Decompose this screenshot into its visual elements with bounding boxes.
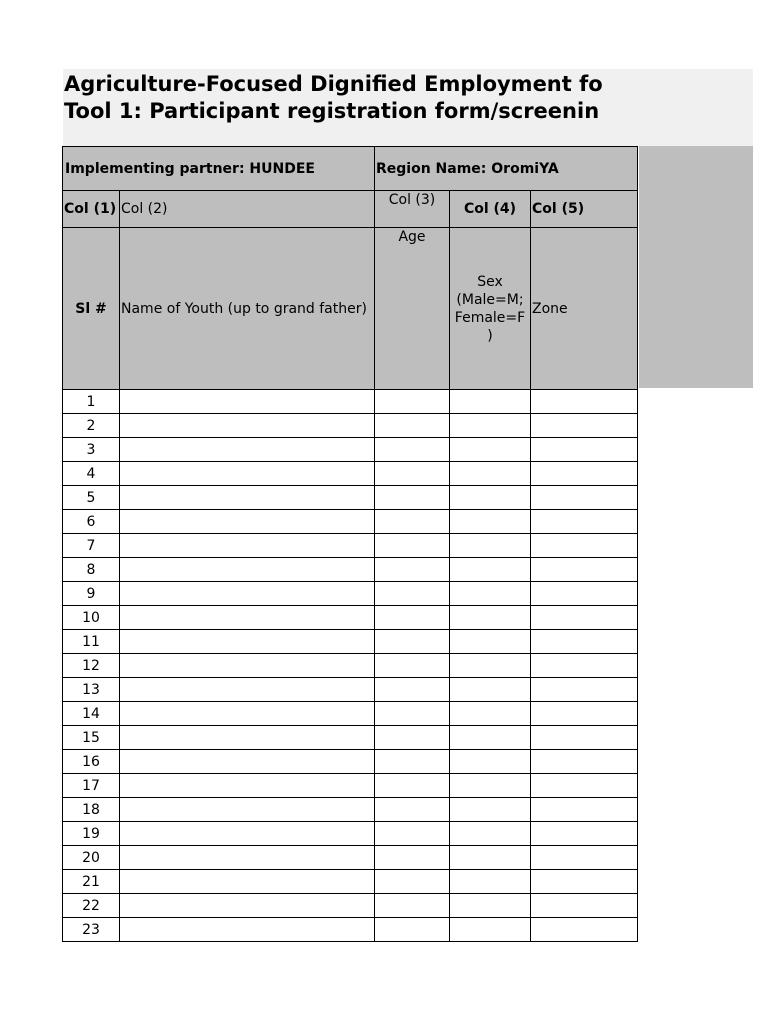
age-cell[interactable] — [375, 750, 450, 774]
table-row — [63, 582, 638, 606]
serial-number-cell: 20 — [63, 846, 120, 870]
youth-name-cell[interactable] — [120, 630, 375, 654]
youth-name-cell[interactable] — [120, 750, 375, 774]
age-cell[interactable] — [375, 438, 450, 462]
zone-cell[interactable] — [531, 630, 638, 654]
youth-name-cell[interactable] — [120, 702, 375, 726]
serial-number-cell: 6 — [63, 510, 120, 534]
sex-cell[interactable] — [450, 390, 531, 414]
sex-cell[interactable] — [450, 606, 531, 630]
age-cell[interactable] — [375, 870, 450, 894]
header-row-partner-region — [63, 147, 638, 191]
age-cell[interactable] — [375, 822, 450, 846]
document-title — [63, 69, 640, 146]
serial-number-cell: 11 — [63, 630, 120, 654]
youth-name-cell[interactable] — [120, 486, 375, 510]
table-row — [63, 462, 638, 486]
sex-cell[interactable] — [450, 582, 531, 606]
age-cell[interactable] — [375, 918, 450, 942]
age-cell[interactable] — [375, 654, 450, 678]
serial-number-cell: 23 — [63, 918, 120, 942]
col-4-header: Col (4) — [450, 191, 531, 228]
youth-name-cell[interactable] — [120, 822, 375, 846]
table-row — [63, 606, 638, 630]
youth-name-cell[interactable] — [120, 510, 375, 534]
zone-cell[interactable] — [531, 438, 638, 462]
col-3-header: Col (3) — [375, 191, 450, 228]
zone-cell[interactable] — [531, 702, 638, 726]
zone-cell[interactable] — [531, 774, 638, 798]
table-row — [63, 894, 638, 918]
sex-cell[interactable] — [450, 702, 531, 726]
age-cell[interactable] — [375, 630, 450, 654]
youth-name-cell[interactable] — [120, 894, 375, 918]
table-row — [63, 918, 638, 942]
implementing-partner-cell: Implementing partner: HUNDEE — [63, 147, 375, 191]
sex-cell[interactable] — [450, 774, 531, 798]
zone-cell[interactable] — [531, 534, 638, 558]
youth-name-cell[interactable] — [120, 726, 375, 750]
zone-cell[interactable] — [531, 390, 638, 414]
sex-cell[interactable] — [450, 414, 531, 438]
title-line-2: Tool 1: Participant registration form/screenin — [64, 99, 600, 123]
table-row — [63, 630, 638, 654]
youth-name-cell[interactable] — [120, 870, 375, 894]
serial-number-header: Sl # — [63, 228, 120, 390]
zone-header: Zone — [531, 228, 638, 390]
youth-name-cell[interactable] — [120, 774, 375, 798]
table-row — [63, 750, 638, 774]
youth-name-cell[interactable] — [120, 846, 375, 870]
serial-number-cell: 10 — [63, 606, 120, 630]
table-row — [63, 774, 638, 798]
header-grey-extension — [639, 146, 753, 388]
serial-number-cell: 19 — [63, 822, 120, 846]
serial-number-cell: 17 — [63, 774, 120, 798]
serial-number-cell: 13 — [63, 678, 120, 702]
serial-number-cell: 7 — [63, 534, 120, 558]
table-row — [63, 846, 638, 870]
region-name-cell: Region Name: OromiYA — [375, 147, 638, 191]
sex-cell[interactable] — [450, 654, 531, 678]
age-cell[interactable] — [375, 846, 450, 870]
title-line-1: Agriculture-Focused Dignified Employment fo — [64, 72, 603, 96]
serial-number-cell: 2 — [63, 414, 120, 438]
age-cell[interactable] — [375, 702, 450, 726]
serial-number-cell: 4 — [63, 462, 120, 486]
sex-cell[interactable] — [450, 510, 531, 534]
age-cell[interactable] — [375, 534, 450, 558]
serial-number-cell: 3 — [63, 438, 120, 462]
zone-cell[interactable] — [531, 414, 638, 438]
table-row — [63, 414, 638, 438]
zone-cell[interactable] — [531, 918, 638, 942]
zone-cell[interactable] — [531, 750, 638, 774]
youth-name-cell[interactable] — [120, 558, 375, 582]
table-row — [63, 702, 638, 726]
table-row — [63, 558, 638, 582]
serial-number-cell: 14 — [63, 702, 120, 726]
age-cell[interactable] — [375, 774, 450, 798]
youth-name-cell[interactable] — [120, 798, 375, 822]
zone-cell[interactable] — [531, 654, 638, 678]
serial-number-cell: 15 — [63, 726, 120, 750]
serial-number-cell: 1 — [63, 390, 120, 414]
serial-number-cell: 21 — [63, 870, 120, 894]
header-row-columns — [63, 191, 638, 228]
sex-cell[interactable] — [450, 846, 531, 870]
table-row — [63, 678, 638, 702]
youth-name-cell[interactable] — [120, 582, 375, 606]
sex-cell[interactable] — [450, 750, 531, 774]
sex-cell[interactable] — [450, 894, 531, 918]
zone-cell[interactable] — [531, 798, 638, 822]
table-row — [63, 390, 638, 414]
table-body — [63, 390, 638, 942]
age-cell[interactable] — [375, 414, 450, 438]
age-cell[interactable] — [375, 510, 450, 534]
sex-cell[interactable] — [450, 726, 531, 750]
youth-name-cell[interactable] — [120, 606, 375, 630]
zone-cell[interactable] — [531, 606, 638, 630]
zone-cell[interactable] — [531, 822, 638, 846]
zone-cell[interactable] — [531, 582, 638, 606]
table-row — [63, 654, 638, 678]
table-row — [63, 438, 638, 462]
sex-cell[interactable] — [450, 534, 531, 558]
col-5-header: Col (5) — [531, 191, 638, 228]
sex-cell[interactable] — [450, 630, 531, 654]
youth-name-header: Name of Youth (up to grand father) — [120, 228, 375, 390]
age-cell[interactable] — [375, 798, 450, 822]
age-cell[interactable] — [375, 582, 450, 606]
youth-name-cell[interactable] — [120, 438, 375, 462]
table-row — [63, 486, 638, 510]
serial-number-cell: 16 — [63, 750, 120, 774]
table-row — [63, 798, 638, 822]
col-2-header: Col (2) — [120, 191, 375, 228]
age-cell[interactable] — [375, 678, 450, 702]
youth-name-cell[interactable] — [120, 678, 375, 702]
age-cell[interactable] — [375, 894, 450, 918]
sex-cell[interactable] — [450, 918, 531, 942]
sex-header: Sex (Male=M; Female=F ) — [450, 228, 531, 390]
sex-cell[interactable] — [450, 870, 531, 894]
youth-name-cell[interactable] — [120, 390, 375, 414]
age-cell[interactable] — [375, 390, 450, 414]
zone-cell[interactable] — [531, 846, 638, 870]
age-cell[interactable] — [375, 486, 450, 510]
header-row-fields — [63, 228, 638, 390]
serial-number-cell: 18 — [63, 798, 120, 822]
registration-table — [62, 146, 638, 942]
age-cell[interactable] — [375, 558, 450, 582]
col-1-header: Col (1) — [63, 191, 120, 228]
zone-cell[interactable] — [531, 558, 638, 582]
sex-cell[interactable] — [450, 822, 531, 846]
sex-cell[interactable] — [450, 678, 531, 702]
age-cell[interactable] — [375, 726, 450, 750]
serial-number-cell: 22 — [63, 894, 120, 918]
zone-cell[interactable] — [531, 510, 638, 534]
youth-name-cell[interactable] — [120, 918, 375, 942]
sex-cell[interactable] — [450, 462, 531, 486]
table-row — [63, 822, 638, 846]
zone-cell[interactable] — [531, 870, 638, 894]
zone-cell[interactable] — [531, 726, 638, 750]
serial-number-cell: 12 — [63, 654, 120, 678]
table-row — [63, 726, 638, 750]
sex-cell[interactable] — [450, 558, 531, 582]
youth-name-cell[interactable] — [120, 654, 375, 678]
zone-cell[interactable] — [531, 462, 638, 486]
zone-cell[interactable] — [531, 486, 638, 510]
age-header: Age — [375, 228, 450, 390]
age-cell[interactable] — [375, 462, 450, 486]
table-row — [63, 534, 638, 558]
sex-cell[interactable] — [450, 438, 531, 462]
sex-cell[interactable] — [450, 798, 531, 822]
zone-cell[interactable] — [531, 894, 638, 918]
youth-name-cell[interactable] — [120, 534, 375, 558]
serial-number-cell: 8 — [63, 558, 120, 582]
sex-cell[interactable] — [450, 486, 531, 510]
serial-number-cell: 5 — [63, 486, 120, 510]
youth-name-cell[interactable] — [120, 414, 375, 438]
serial-number-cell: 9 — [63, 582, 120, 606]
youth-name-cell[interactable] — [120, 462, 375, 486]
table-row — [63, 510, 638, 534]
age-cell[interactable] — [375, 606, 450, 630]
table-row — [63, 870, 638, 894]
zone-cell[interactable] — [531, 678, 638, 702]
